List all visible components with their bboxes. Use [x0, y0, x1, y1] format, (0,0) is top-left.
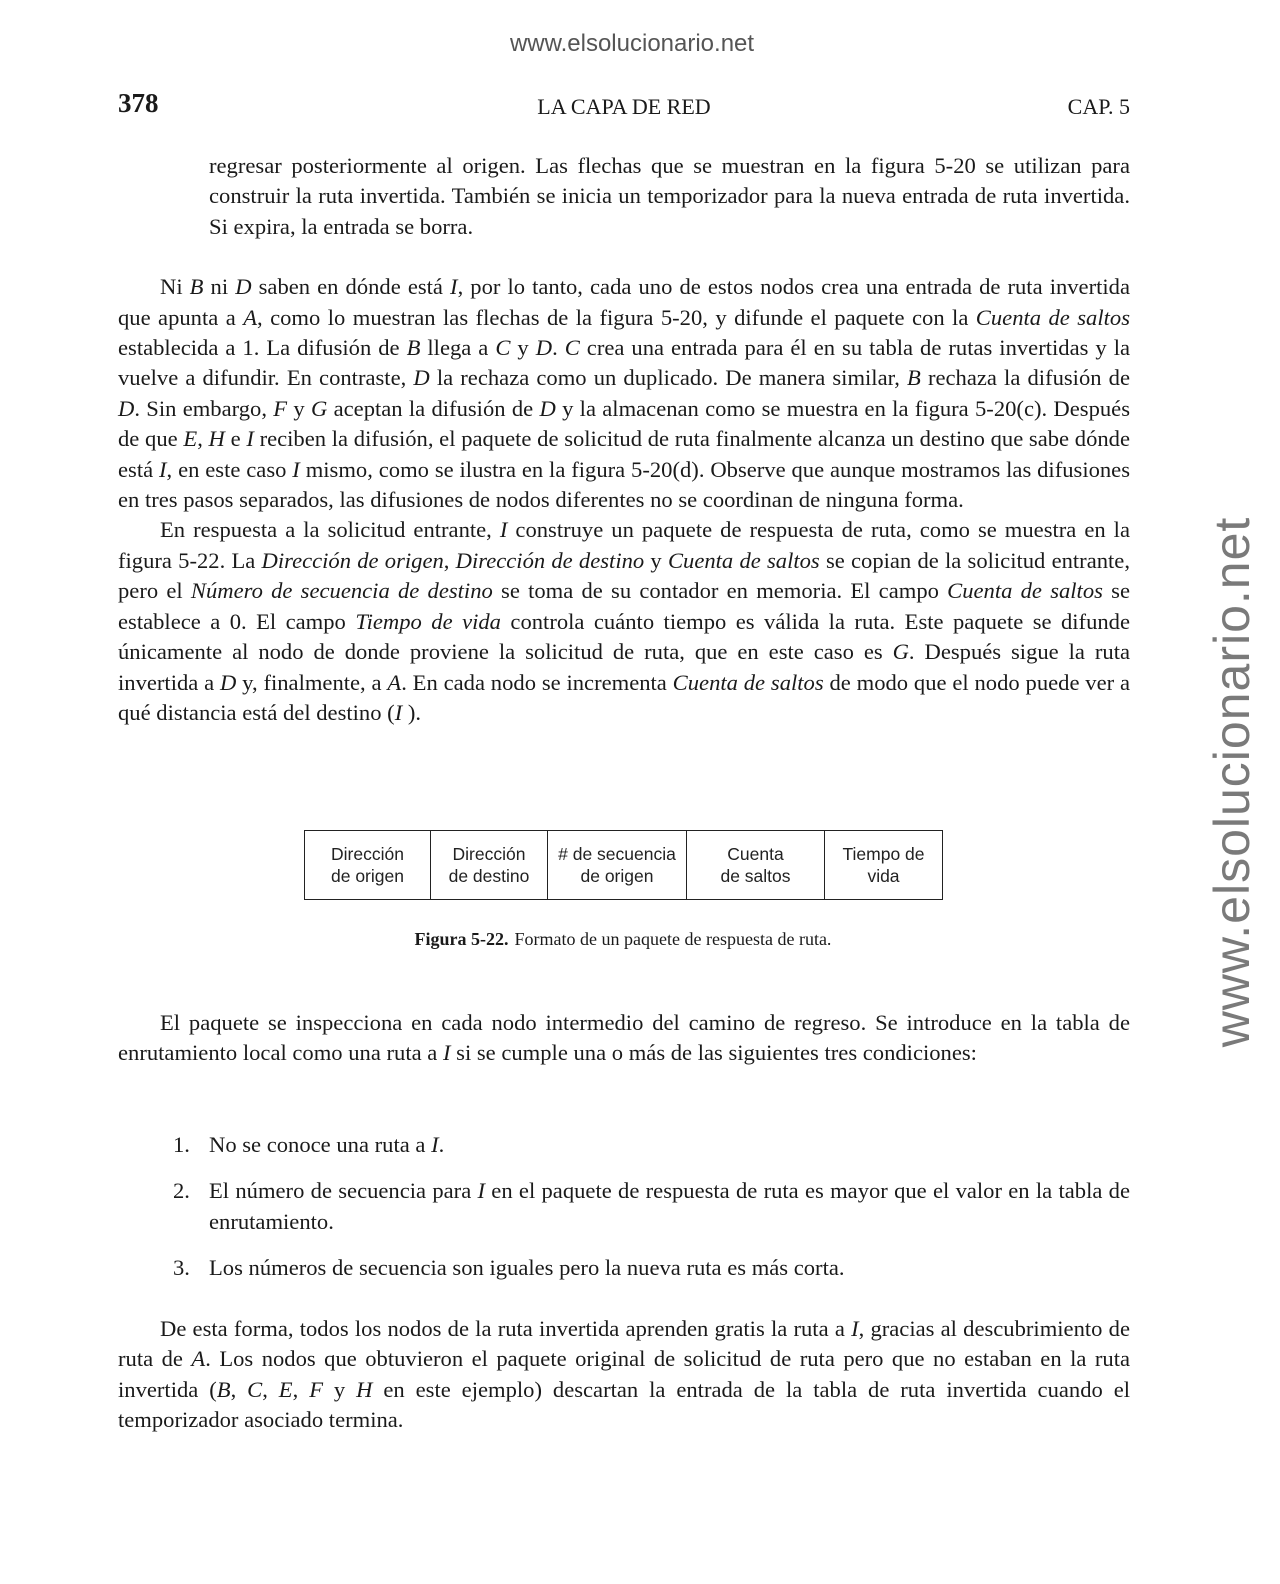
watermark-top: www.elsolucionario.net	[509, 30, 755, 57]
text-block-middle	[118, 1008, 1130, 1069]
paragraph-2: En respuesta a la solicitud entrante, I construye un paquete de respuesta de ruta, como se muestra en la figura 5-22. La Dirección de origen, Dirección de destino y Cuenta de saltos se copian de la solicitud entrante, pero el Número de secuencia de destino se toma de su contador en memoria. El campo Cuenta de saltos se establece a 0. El campo Tiempo de vida controla cuánto tiempo es válida la ruta. Este paquete se difunde únicamente al nodo de donde proviene la solicitud de ruta, que en este caso es G. Después sigue la ruta invertida a D y, finalmente, a A. En cada nodo se incrementa Cuenta de saltos de modo que el nodo puede ver a qué distancia está del destino (I ).	[118, 517, 1131, 725]
chapter-label: CAP. 5	[1067, 94, 1130, 119]
figure-caption-text: Formato de un paquete de respuesta de ruta.	[514, 929, 832, 949]
figure-caption	[0, 929, 1246, 950]
list-item: 3. Los números de secuencia son iguales pero la nueva ruta es más corta.	[118, 1253, 1130, 1283]
watermark-side: www.elsolucionario.net	[1204, 516, 1260, 1048]
list-item-number: 1.	[173, 1132, 190, 1157]
list-item-number: 2.	[173, 1178, 190, 1204]
text-block-bottom	[118, 1314, 1130, 1436]
conditions-list	[118, 1130, 1130, 1300]
paragraph-continuation: regresar posteriormente al origen. Las flechas que se muestran en la figura 5-20 se utilizan para construir la ruta invertida. También se inicia un temporizador para la nueva entrada de ruta invertida. Si expira, la entrada se borra.	[209, 153, 1130, 239]
text-block-top	[118, 151, 1130, 728]
paragraph-3: El paquete se inspecciona en cada nodo intermedio del camino de regreso. Se introduce en la tabla de enrutamiento local como una ruta a I si se cumple una o más de las siguientes tres condiciones:	[118, 1010, 1130, 1066]
list-item-number: 3.	[173, 1255, 190, 1281]
packet-fields-row	[305, 831, 943, 900]
field-source-address: Dirección de origen	[305, 831, 431, 900]
paragraph-1: Ni B ni D saben en dónde está I, por lo tanto, cada uno de estos nodos crea una entrada de ruta invertida que apunta a A, como lo muestran las flechas de la figura 5-20, y difunde el paquete con la Cuenta de saltos establecida a 1. La difusión de B llega a C y D. C crea una entrada para él en su tabla de rutas invertidas y la vuelve a difundir. En contraste, D la rechaza como un duplicado. De manera similar, B rechaza la difusión de D. Sin embargo, F y G aceptan la difusión de D y la almacenan como se muestra en la figura 5-20(c). Después de que E, H e I reciben la difusión, el paquete de solicitud de ruta finalmente alcanza un destino que sabe dónde está I, en este caso I mismo, como se ilustra en la figura 5-20(d). Observe que aunque mostramos las difusiones en tres pasos separados, las difusiones de nodos diferentes no se coordinan de ninguna forma.	[118, 274, 1131, 513]
figure-caption-label: Figura 5-22.	[414, 929, 509, 949]
paragraph-4: De esta forma, todos los nodos de la ruta invertida aprenden gratis la ruta a I, gracias al descubrimiento de ruta de A. Los nodos que obtuvieron el paquete original de solicitud de ruta pero que no estaban en la ruta invertida (B, C, E, F y H en este ejemplo) descartan la entrada de la tabla de ruta invertida cuando el temporizador asociado termina.	[118, 1316, 1131, 1433]
page-header	[118, 88, 1130, 124]
packet-format-table	[304, 830, 943, 900]
field-lifetime: Tiempo de vida	[825, 831, 943, 900]
list-item: 2. El número de secuencia para I en el paquete de respuesta de ruta es mayor que el valor en la tabla de enrutamiento.	[173, 1178, 1130, 1234]
field-hop-count: Cuenta de saltos	[687, 831, 825, 900]
field-source-sequence: # de secuencia de origen	[548, 831, 687, 900]
field-destination-address: Dirección de destino	[431, 831, 548, 900]
page-number: 378	[118, 88, 159, 118]
running-title: LA CAPA DE RED	[537, 94, 711, 119]
list-item: 1. No se conoce una ruta a I.	[118, 1130, 1130, 1160]
